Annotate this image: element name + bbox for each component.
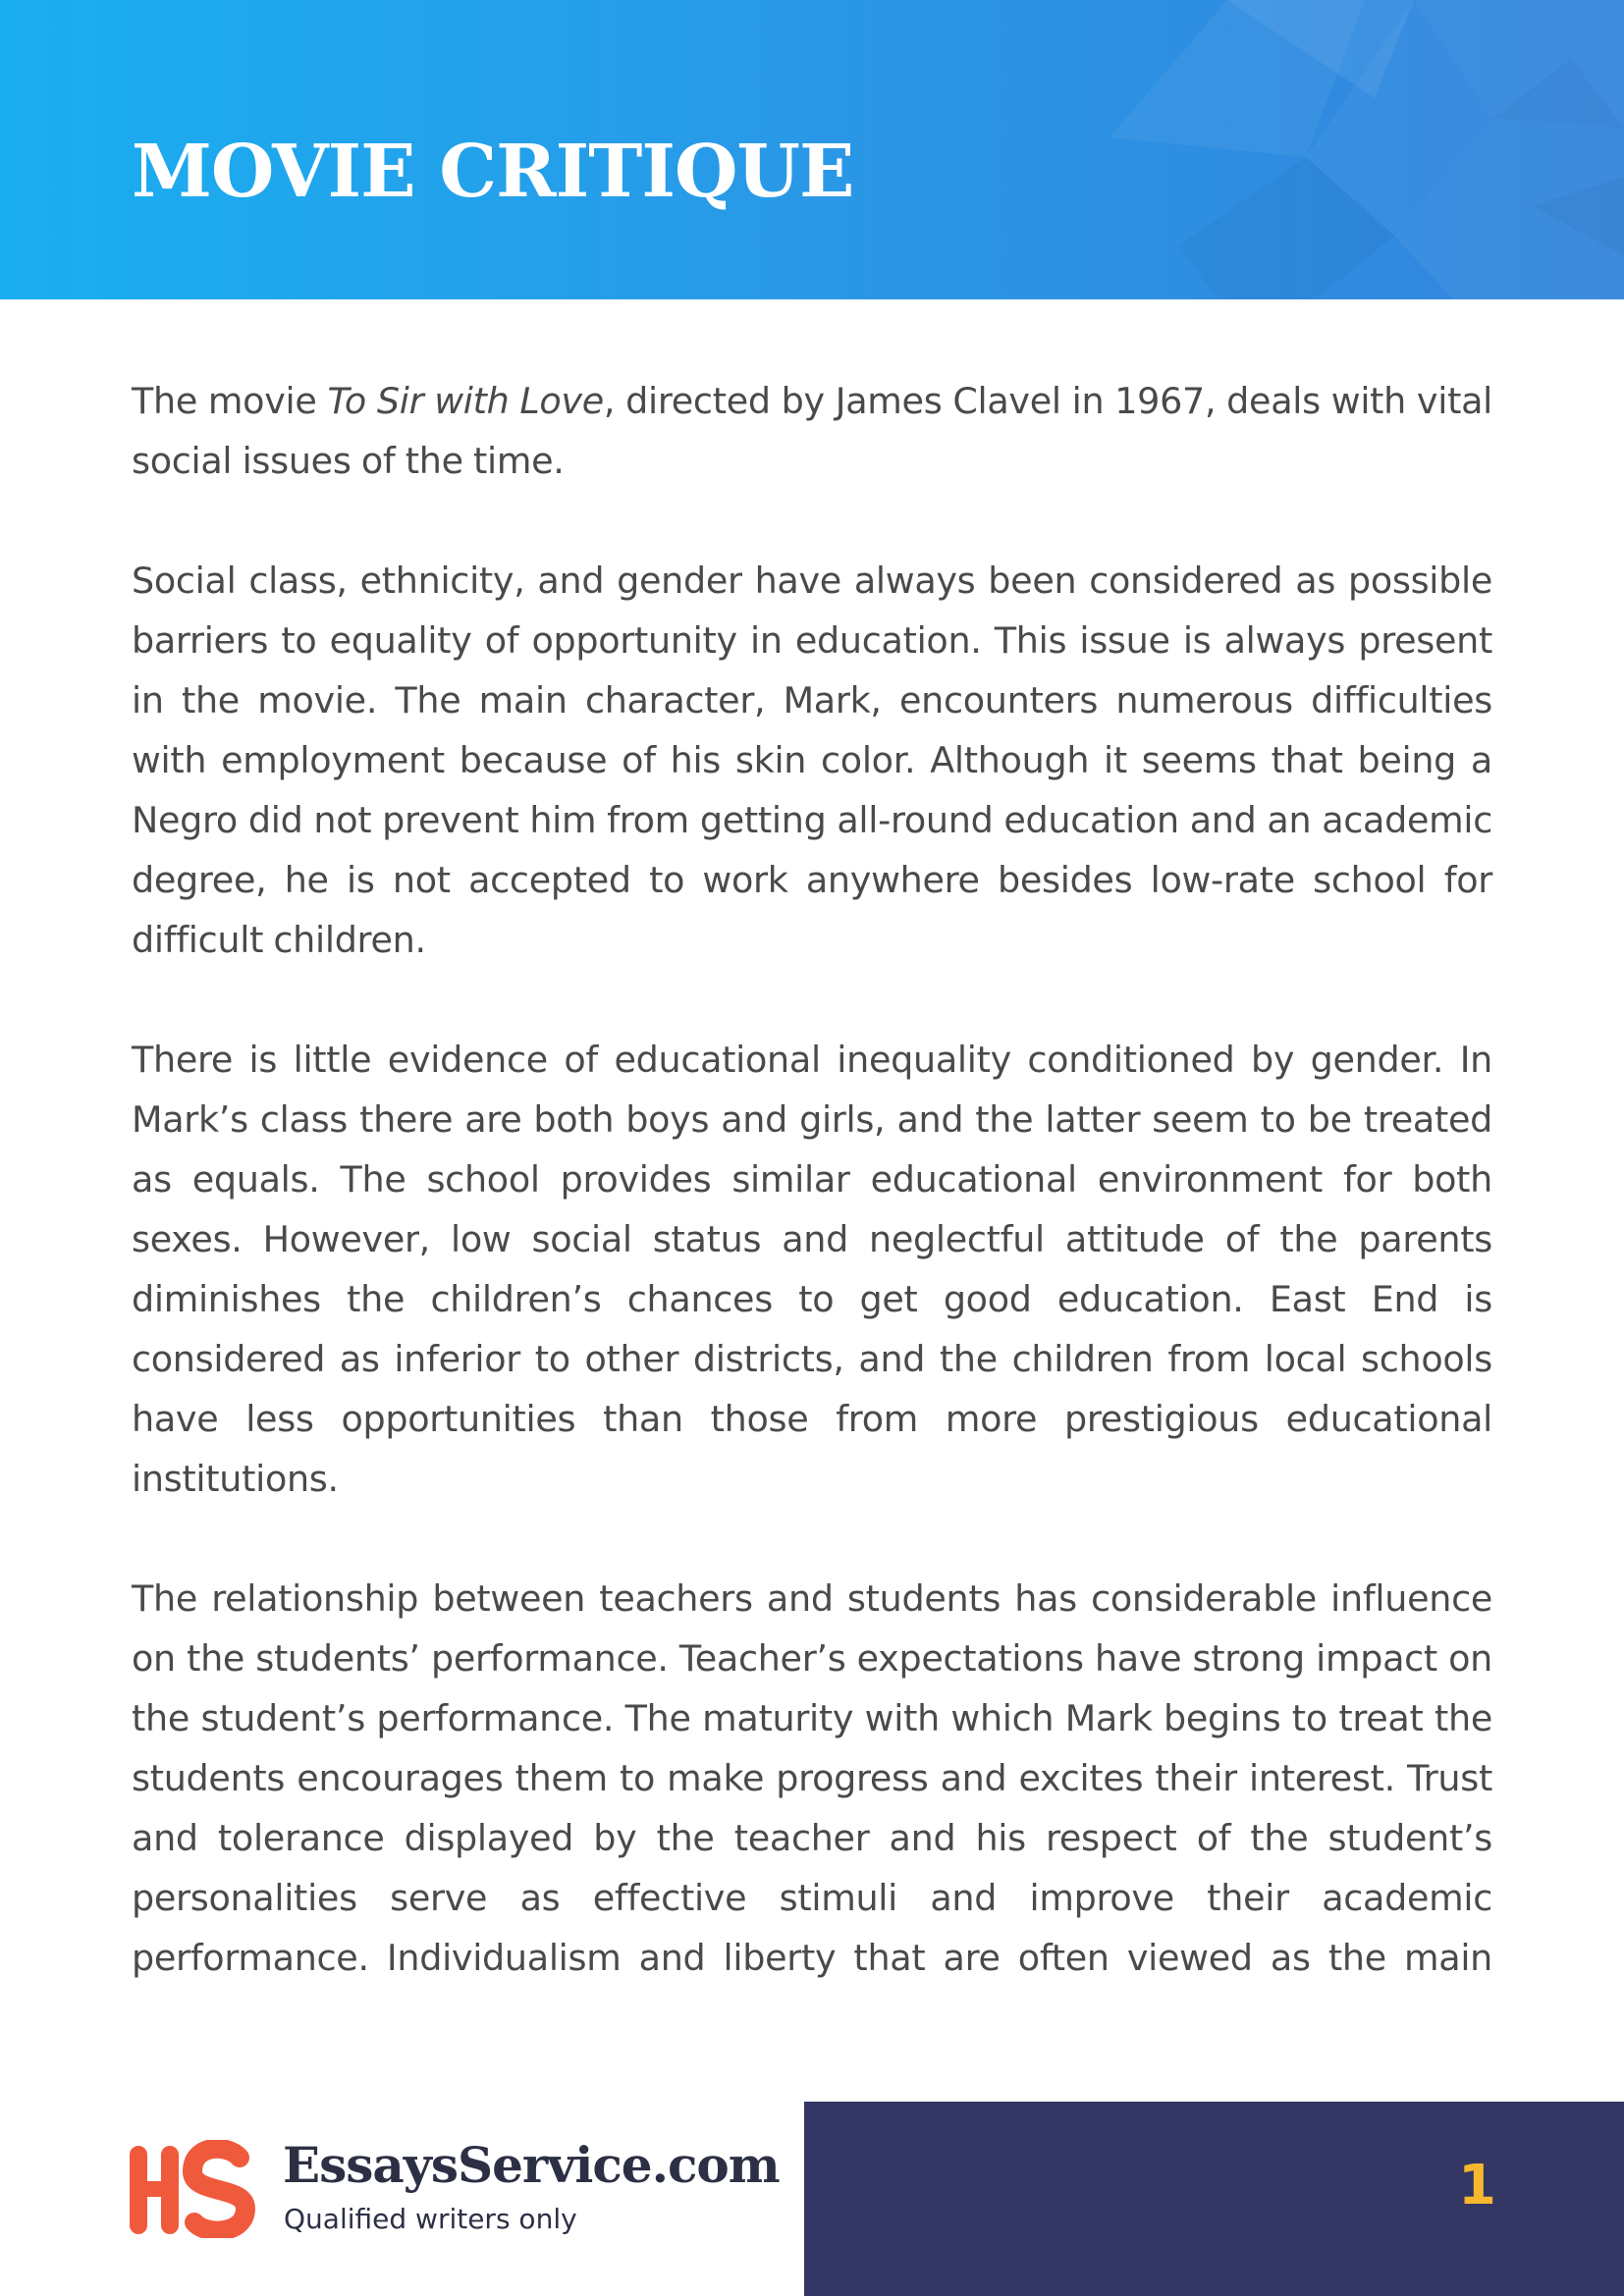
movie-title: To Sir with Love: [327, 380, 604, 422]
brand-name: EssaysService.com: [283, 2136, 780, 2194]
paragraph-teacher-relationship: The relationship between teachers and students has considerable influence on the students’ performance. Teacher’s expectations have strong impact on the student’s performance. The maturity with which Mark begins to treat the students encourages them to make progress and excites their interest. Trust and tolerance displayed by the teacher and his respect of the student’s personalities serve as effective stimuli and improve their academic performance. Individualism and liberty that are often viewed as the main: [132, 1577, 1492, 1979]
brand-tagline: Qualified writers only: [284, 2203, 577, 2235]
paragraph-gender: There is little evidence of educational inequality conditioned by gender. In Mark’s class there are both boys and girls, and the latter seem to be treated as equals. The school provides similar educational environment for both sexes. However, low social status and neglectful attitude of the parents diminishes the children’s chances to get good education. East End is considered as inferior to other districts, and the children from local schools have less opportunities than those from more prestigious educational institutions.: [132, 1039, 1492, 1500]
intro-suffix: , directed by James Clavel in 1967, deals with vital social issues of the time.: [132, 380, 1492, 482]
paragraph-intro: [132, 371, 1492, 491]
intro-prefix: The movie: [132, 380, 328, 422]
page-header: [0, 0, 1624, 299]
article-body: [132, 371, 1492, 1988]
page-number: 1: [1458, 2154, 1496, 2217]
footer-bar: [804, 2102, 1624, 2296]
essaysservice-logo-icon: [130, 2140, 263, 2238]
page-title: MOVIE CRITIQUE: [132, 130, 854, 214]
paragraph-social-class: Social class, ethnicity, and gender have always been considered as possible barriers to equality of opportunity in education. This issue is always present in the movie. The main character, Mark, encounters numerous difficulties with employment because of his skin color. Although it seems that being a Negro did not prevent him from getting all-round education and an academic degree, he is not accepted to work anywhere besides low-rate school for difficult children.: [132, 560, 1492, 961]
